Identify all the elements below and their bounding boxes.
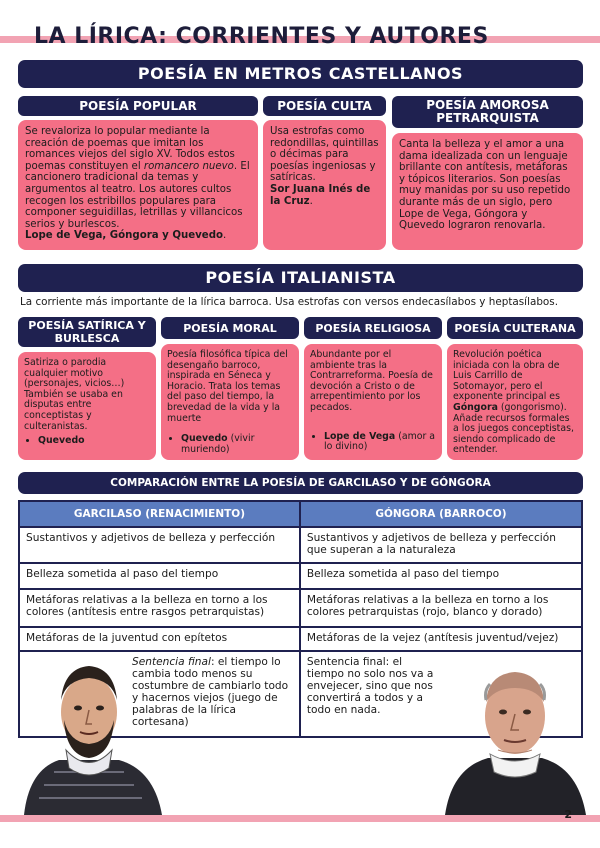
table-cell: Belleza sometida al paso del tiempo [19,563,300,589]
final-garcilaso-text: : el tiempo lo cambia todo menos su costumbre de cambiarlo todo y hacernos viejos (juego de palabras de la lírica cortesana) [132,656,289,728]
religiosa-heading: POESÍA RELIGIOSA [304,317,442,339]
table-cell: Sustantivos y adjetivos de belleza y perfección que superan a la naturaleza [300,527,582,563]
popular-text-em: romancero nuevo [143,160,234,172]
bottom-accent-line [0,815,600,822]
popular-text: Se revaloriza lo popular mediante la creación de poemas que imitan los romances viejos del siglo XV. Todos estos poemas constituyen el [25,126,235,172]
moral-card [161,344,299,460]
moral-text: Poesía filosófica típica del desengaño barroco, inspirada en Séneca y Horacio. Trata los temas del paso del tiempo, la brevedad de la vida y la muerte [167,349,288,424]
table-row [19,563,582,589]
satirica-author: Quevedo [38,435,85,447]
italianista-intro: La corriente más importante de la lírica barroca. Usa estrofas con versos endecasílabos y heptasílabos. [20,296,558,308]
table-row [19,527,582,563]
gongora-portrait-image [440,650,590,815]
culterana-author: Góngora [453,401,498,413]
satirica-bullet [38,436,150,447]
religiosa-author: Lope de Vega [324,430,396,442]
moral-bullet-rest: (vivir muriendo) [181,433,255,455]
amorosa-card [392,133,583,250]
popular-authors: Lope de Vega, Góngora y Quevedo [25,230,224,242]
culta-card [263,120,386,250]
culta-heading: POESÍA CULTA [263,96,386,116]
religiosa-card [304,344,442,460]
moral-bullet [181,434,293,455]
table-row [19,589,582,627]
culterana-card [447,344,583,460]
table-cell: Sustantivos y adjetivos de belleza y perfección [19,527,300,563]
culta-author-end: . [309,195,313,207]
metros-banner: POESÍA EN METROS CASTELLANOS [18,60,583,88]
moral-author: Quevedo [181,433,228,445]
table-cell: Metáforas relativas a la belleza en torno a los colores (antítesis entre rasgos petrarquistas) [19,589,300,627]
table-cell: Metáforas de la juventud con epítetos [19,627,300,651]
amorosa-heading: POESÍA AMOROSA PETRARQUISTA [392,96,583,128]
culterana-text-a: Revolución poética iniciada con la obra de Luis Carrillo de Sotomayor, pero el exponente principal es [453,349,560,403]
popular-heading: POESÍA POPULAR [18,96,258,116]
culterana-text-c: (gongorismo). Añade recursos formales a los juegos conceptistas, siendo complicado de entender. [453,401,574,456]
final-gongora-text: Sentencia final: el tiempo no solo nos va a envejecer, sino que nos convertirá a todos y a todo en nada. [306,656,434,716]
popular-text2: . El cancionero tradicional da temas y argumentos al teatro. Los autores cultos recogen los estribillos populares para componer seguidillas, letrillas y villancicos serios y burlescos. [25,160,250,230]
page-title: LA LÍRICA: CORRIENTES Y AUTORES [34,24,489,49]
col-garcilaso-header: GARCILASO (RENACIMIENTO) [19,501,300,527]
amorosa-text: Canta la belleza y el amor a una dama idealizada con un lenguaje brillante con antítesis, metáforas y tópicos literarios. Son poesías muy manidas por su uso repetido durante más de un siglo, pero Lope de Vega, Góngora y Quevedo lograron renovarla. [399,139,571,232]
table-cell: Metáforas de la vejez (antítesis juventud/vejez) [300,627,582,651]
table-cell: Belleza sometida al paso del tiempo [300,563,582,589]
table-row [19,627,582,651]
moral-heading: POESÍA MORAL [161,317,299,339]
popular-authors-end: . [223,230,227,242]
religiosa-text: Abundante por el ambiente tras la Contrarreforma. Poesía de devoción a Cristo o de arrepentimiento por los pecados. [310,349,433,413]
culterana-heading: POESÍA CULTERANA [447,317,583,339]
satirica-text: Satiriza o parodia cualquier motivo (personajes, vicios…) También se usaba en disputas entre conceptistas y culteranistas. [24,357,125,432]
culta-text: Usa estrofas como redondillas, quintillas o décimas para poesías ingeniosas y satíricas. [270,126,379,184]
religiosa-bullet [324,432,436,453]
popular-card [18,120,258,250]
satirica-card [18,352,156,460]
final-garcilaso-em: Sentencia final [132,656,211,668]
comparacion-banner: COMPARACIÓN ENTRE LA POESÍA DE GARCILASO Y DE GÓNGORA [18,472,583,494]
religiosa-bullet-rest: (amor a lo divino) [324,430,436,453]
table-header-row [19,501,582,527]
table-cell: Metáforas relativas a la belleza en torno a los colores petrarquistas (rojo, blanco y dorado) [300,589,582,627]
satirica-heading: POESÍA SATÍRICA Y BURLESCA [18,317,156,347]
culta-author: Sor Juana Inés de la Cruz [270,183,371,207]
garcilaso-portrait-image [14,650,164,815]
italianista-banner: POESÍA ITALIANISTA [18,264,583,292]
page-number: 2 [564,808,572,821]
col-gongora-header: GÓNGORA (BARROCO) [300,501,582,527]
